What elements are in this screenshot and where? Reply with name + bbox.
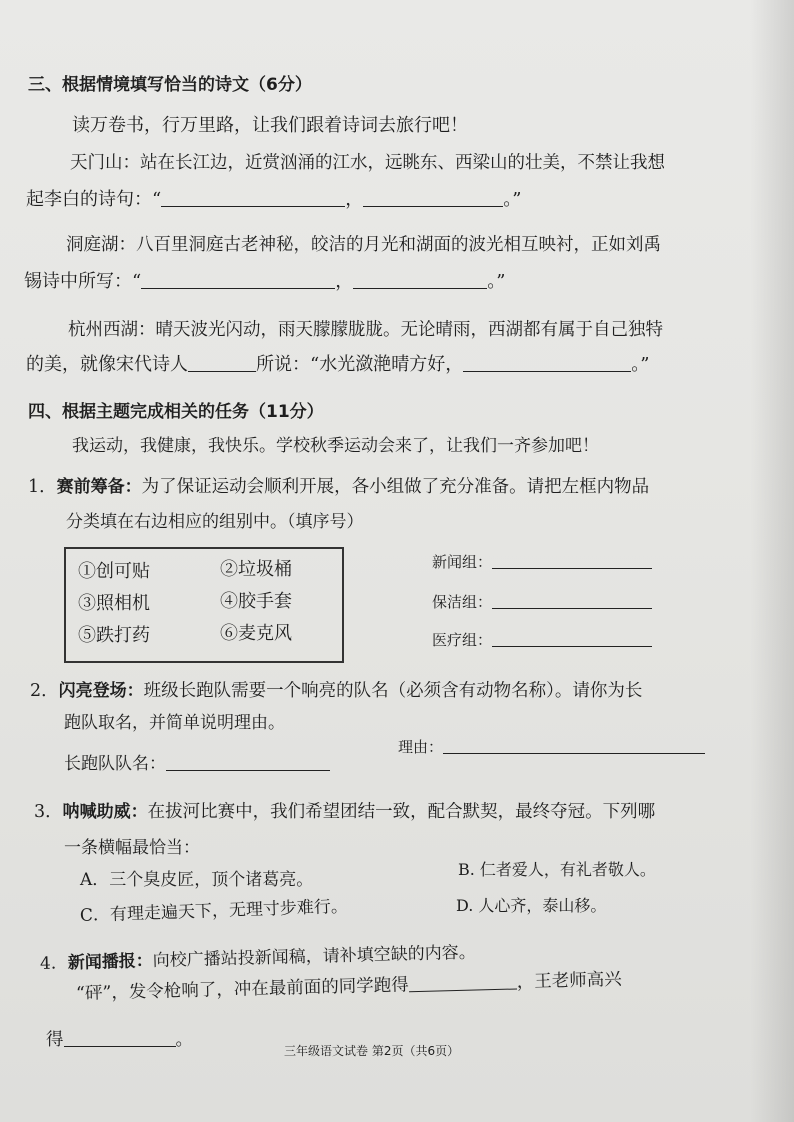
q2-reason-blank[interactable] [443,737,705,754]
q3-line-b: 一条横幅最恰当： [64,838,200,858]
q1-line-a [28,475,649,499]
section4-title: 四、根据主题完成相关的任务（11分） [28,402,324,422]
dongting-blank-2[interactable] [353,272,487,289]
q4-text-a: 向校广播站投新闻稿，请补填空缺的内容。 [152,942,476,972]
q2-number: 2． [30,681,59,701]
q4-number: 4． [39,953,69,974]
q3-option-c[interactable]: C．有理走遍天下，无理寸步难行。 [79,896,349,926]
item-5: ⑤跌打药 [78,625,150,646]
q4-text-b1: “砰”，发令枪响了，冲在最前面的同学跑得 [75,975,410,1004]
q2-team-blank[interactable] [166,754,330,771]
tianmen-blank-2[interactable] [363,190,503,207]
page-edge-shadow [750,0,794,1122]
dongting-blank-1[interactable] [141,272,335,289]
dongting-line-a: 洞庭湖：八百里洞庭古老神秘，皎洁的月光和湖面的波光相互映衬，正如刘禹 [66,235,661,255]
xihu-poem-blank[interactable] [463,355,631,372]
item-1: ①创可贴 [78,561,150,582]
xihu-poet-blank[interactable] [188,355,256,372]
q1-label: 赛前筹备： [56,477,142,497]
q4-line-a [40,941,476,976]
q1-line-b: 分类填在右边相应的组别中。（填序号） [66,512,364,532]
item-2: ②垃圾桶 [220,559,292,580]
group-medical-blank[interactable] [492,630,652,647]
q3-text-a: 在拔河比赛中，我们希望团结一致，配合默契，最终夺冠。下列哪 [147,802,656,822]
xihu-quote: 所说：“水光潋滟晴方好， [256,354,464,375]
xihu-prompt: 的美，就像宋代诗人 [26,354,188,375]
tianmen-prompt: 起李白的诗句：“ [26,189,162,210]
q4-blank-2[interactable] [64,1030,176,1047]
group-clean-label: 保洁组： [432,593,493,611]
group-news [432,550,652,574]
dongting-line-b [24,270,505,294]
q1-text-a: 为了保证运动会顺利开展，各小组做了充分准备。请把左框内物品 [141,477,650,497]
item-3: ③照相机 [78,593,150,614]
q2-team-label: 长跑队队名： [64,754,166,774]
q3-label: 呐喊助威： [62,802,148,822]
tianmen-line-b [26,188,521,212]
q2-reason-label: 理由： [398,738,444,756]
xihu-line-a: 杭州西湖：晴天波光闪动，雨天朦朦胧胧。无论晴雨，西湖都有属于自己独特 [68,320,663,340]
q2-team [64,752,330,776]
q3-option-b[interactable]: B. 仁者爱人，有礼者敬人。 [458,860,656,879]
tianmen-blank-1[interactable] [161,190,345,207]
q1-number: 1． [28,477,57,497]
q3-line-a [34,800,655,824]
q4-label: 新闻播报： [67,951,154,974]
tianmen-comma: ， [345,189,364,210]
q4-blank-1[interactable] [409,972,517,992]
item-6: ⑥麦克风 [220,623,292,644]
group-medical [432,628,652,652]
q2-text-a: 班级长跑队需要一个响亮的队名（必须含有动物名称）。请你为长 [143,681,643,701]
q3-option-a[interactable]: A．三个臭皮匠，顶个诸葛亮。 [80,870,314,890]
q4-line-c [46,1028,193,1052]
q3-option-d[interactable]: D. 人心齐，泰山移。 [456,896,607,915]
section3-intro: 读万卷书，行万里路，让我们跟着诗词去旅行吧！ [72,115,468,136]
q4-text-c2: 。 [175,1030,193,1050]
xihu-line-b [26,353,649,377]
xihu-end: 。” [631,354,650,375]
group-clean-blank[interactable] [492,592,652,609]
group-medical-label: 医疗组： [432,631,493,649]
q4-text-b2: ，王老师高兴 [516,969,622,993]
q4-line-b [76,968,622,1006]
tianmen-end: 。” [503,189,522,210]
section4-intro: 我运动，我健康，我快乐。学校秋季运动会来了，让我们一齐参加吧！ [72,436,599,456]
q4-text-c1: 得 [46,1030,64,1050]
item-4: ④胶手套 [220,591,292,612]
q2-line-b: 跑队取名，并简单说明理由。 [64,713,285,733]
group-clean [432,590,652,614]
q2-reason [398,735,705,759]
q2-label: 闪亮登场： [58,681,144,701]
group-news-blank[interactable] [492,552,652,569]
dongting-end: 。” [487,271,506,292]
section3-title: 三、根据情境填写恰当的诗文（6分） [28,75,312,95]
tianmen-line-a: 天门山：站在长江边，近赏汹涌的江水，远眺东、西梁山的壮美，不禁让我想 [70,153,665,173]
dongting-prompt: 锡诗中所写：“ [24,271,142,292]
q3-number: 3． [34,802,63,822]
dongting-comma: ， [335,271,354,292]
page-footer: 三年级语文试卷 第2页（共6页） [284,1044,460,1058]
group-news-label: 新闻组： [432,553,493,571]
q2-line-a [30,679,642,703]
